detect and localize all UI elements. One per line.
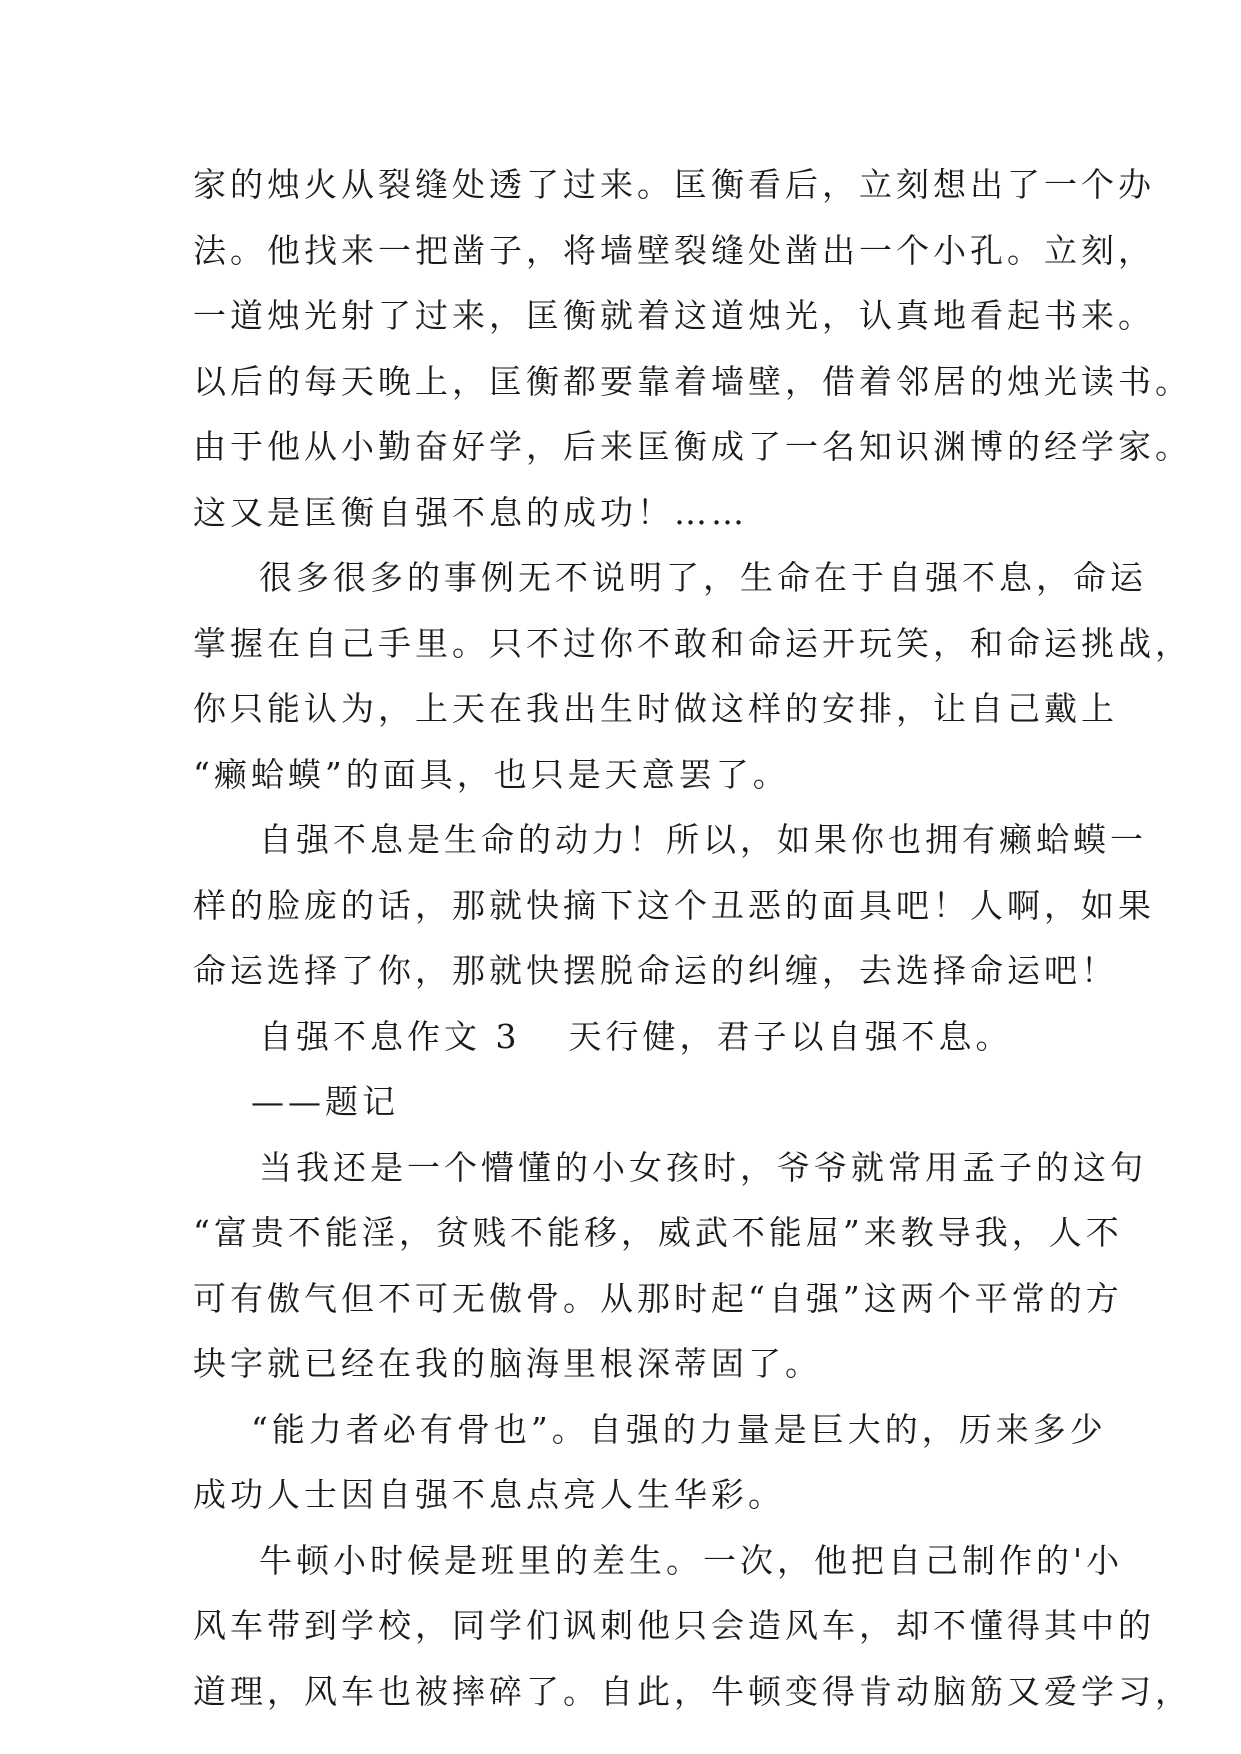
text-line: 可有傲气但不可无傲骨。从那时起“自强”这两个平常的方	[193, 1278, 1123, 1318]
text-line: 很多很多的事例无不说明了，生命在于自强不息，命运	[259, 558, 1147, 597]
text-line: 样的脸庞的话，那就快摘下这个丑恶的面具吧！人啊，如果	[193, 885, 1155, 925]
text-line: 你只能认为，上天在我出生时做这样的安排，让自己戴上	[193, 689, 1118, 728]
body-text	[193, 152, 1192, 1724]
text-line: 当我还是一个懵懂的小女孩时，爷爷就常用孟子的这句	[259, 1147, 1147, 1187]
text-line: “能力者必有骨也”。自强的力量是巨大的，历来多少	[251, 1409, 1107, 1449]
text-line: 法。他找来一把凿子，将墙壁裂缝处凿出一个小孔。立刻，	[193, 230, 1155, 270]
text-line: 由于他从小勤奋好学，后来匡衡成了一名知识渊博的经学家。	[193, 427, 1192, 466]
text-line: 道理，风车也被摔碎了。自此，牛顿变得肯动脑筋又爱学习，	[193, 1671, 1192, 1711]
epigraph-attribution: ——题记	[251, 1082, 399, 1121]
text-line: 以后的每天晚上，匡衡都要靠着墙壁，借着邻居的烛光读书。	[193, 361, 1192, 401]
text-line: “富贵不能淫，贫贱不能移，威武不能屈”来教导我，人不	[193, 1213, 1123, 1252]
text-line: 家的烛火从裂缝处透了过来。匡衡看后，立刻想出了一个办	[193, 165, 1155, 204]
epigraph: 天行健，君子以自强不息。	[568, 1016, 1013, 1056]
text-line: 块字就已经在我的脑海里根深蒂固了。	[193, 1344, 822, 1383]
text-line: 掌握在自己手里。只不过你不敢和命运开玩笑，和命运挑战，	[193, 623, 1192, 663]
text-line: 这又是匡衡自强不息的成功！……	[193, 492, 748, 532]
text-line: 命运选择了你，那就快摆脱命运的纠缠，去选择命运吧！	[193, 951, 1118, 990]
essay-heading-line	[193, 1004, 1053, 1070]
essay-title: 自强不息作文 3	[259, 1016, 521, 1056]
text-line: “癞蛤蟆”的面具，也只是天意罢了。	[193, 754, 790, 794]
text-line: 一道烛光射了过来，匡衡就着这道烛光，认真地看起书来。	[193, 296, 1155, 335]
text-line: 自强不息是生命的动力！所以，如果你也拥有癞蛤蟆一	[259, 820, 1147, 859]
text-line: 成功人士因自强不息点亮人生华彩。	[193, 1475, 785, 1514]
text-line: 风车带到学校，同学们讽刺他只会造风车，却不懂得其中的	[193, 1606, 1155, 1645]
text-line: 牛顿小时候是班里的差生。一次，他把自己制作的'小	[259, 1540, 1124, 1580]
